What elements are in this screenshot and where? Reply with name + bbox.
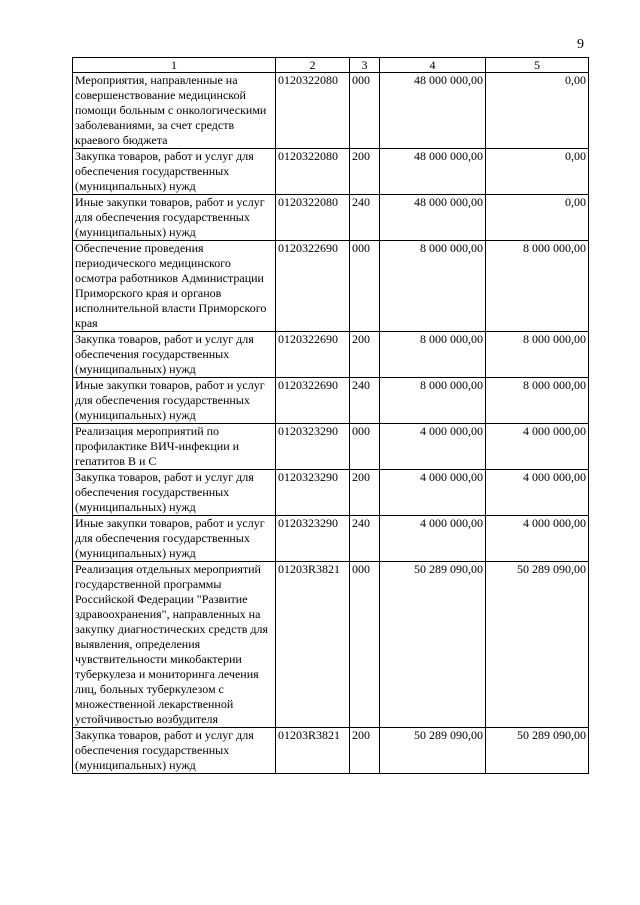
- row-target-code: 0120323290: [276, 516, 350, 562]
- row-name: Закупка товаров, работ и услуг для обеспечения государственных (муниципальных) нужд: [73, 332, 276, 378]
- row-expense-type: 240: [350, 195, 380, 241]
- row-target-code: 0120322080: [276, 149, 350, 195]
- row-target-code: 0120323290: [276, 470, 350, 516]
- row-expense-type: 200: [350, 728, 380, 774]
- row-amount-col5: 4 000 000,00: [486, 516, 589, 562]
- row-amount-col4: 4 000 000,00: [380, 516, 486, 562]
- row-expense-type: 200: [350, 332, 380, 378]
- row-amount-col4: 4 000 000,00: [380, 470, 486, 516]
- row-amount-col5: 4 000 000,00: [486, 470, 589, 516]
- column-header-1: 1: [73, 58, 276, 73]
- row-name: Реализация отдельных мероприятий государственной программы Российской Федерации "Развитие здравоохранения", направленных на закупку диагностических средств для выявления, определения чувствительности микобактерии туберкулеза и мониторинга лечения лиц, больных туберкулезом с множественной лекарственной устойчивостью возбудителя: [73, 562, 276, 728]
- row-expense-type: 200: [350, 149, 380, 195]
- column-header-3: 3: [350, 58, 380, 73]
- row-target-code: 0120322080: [276, 73, 350, 149]
- row-expense-type: 000: [350, 241, 380, 332]
- row-amount-col5: 8 000 000,00: [486, 241, 589, 332]
- row-amount-col4: 48 000 000,00: [380, 149, 486, 195]
- budget-table: [72, 57, 589, 774]
- table-header-row: [73, 58, 589, 73]
- row-amount-col4: 50 289 090,00: [380, 562, 486, 728]
- row-name: Обеспечение проведения периодического медицинского осмотра работников Администрации Приморского края и органов исполнительной власти Приморского края: [73, 241, 276, 332]
- row-name: Закупка товаров, работ и услуг для обеспечения государственных (муниципальных) нужд: [73, 728, 276, 774]
- row-expense-type: 000: [350, 73, 380, 149]
- row-target-code: 01203R3821: [276, 562, 350, 728]
- column-header-2: 2: [276, 58, 350, 73]
- row-target-code: 0120322690: [276, 241, 350, 332]
- row-name: Иные закупки товаров, работ и услуг для обеспечения государственных (муниципальных) нужд: [73, 195, 276, 241]
- table-row: [73, 562, 589, 728]
- table-row: [73, 728, 589, 774]
- column-header-5: 5: [486, 58, 589, 73]
- row-amount-col5: 0,00: [486, 73, 589, 149]
- column-header-4: 4: [380, 58, 486, 73]
- row-amount-col5: 50 289 090,00: [486, 728, 589, 774]
- row-target-code: 0120322080: [276, 195, 350, 241]
- row-name: Реализация мероприятий по профилактике ВИЧ-инфекции и гепатитов В и С: [73, 424, 276, 470]
- row-amount-col4: 48 000 000,00: [380, 73, 486, 149]
- table-row: [73, 332, 589, 378]
- table-row: [73, 195, 589, 241]
- row-expense-type: 240: [350, 378, 380, 424]
- table-row: [73, 73, 589, 149]
- row-amount-col5: 0,00: [486, 195, 589, 241]
- row-expense-type: 000: [350, 562, 380, 728]
- table-row: [73, 470, 589, 516]
- row-expense-type: 200: [350, 470, 380, 516]
- row-amount-col4: 48 000 000,00: [380, 195, 486, 241]
- row-expense-type: 240: [350, 516, 380, 562]
- table-row: [73, 424, 589, 470]
- row-amount-col4: 8 000 000,00: [380, 332, 486, 378]
- row-name: Иные закупки товаров, работ и услуг для обеспечения государственных (муниципальных) нужд: [73, 378, 276, 424]
- table-row: [73, 149, 589, 195]
- table-row: [73, 516, 589, 562]
- page-number: 9: [577, 37, 584, 52]
- row-name: Закупка товаров, работ и услуг для обеспечения государственных (муниципальных) нужд: [73, 149, 276, 195]
- row-target-code: 0120322690: [276, 378, 350, 424]
- row-amount-col5: 50 289 090,00: [486, 562, 589, 728]
- row-target-code: 01203R3821: [276, 728, 350, 774]
- row-name: Мероприятия, направленные на совершенствование медицинской помощи больным с онкологическими заболеваниями, за счет средств краевого бюджета: [73, 73, 276, 149]
- row-amount-col5: 8 000 000,00: [486, 378, 589, 424]
- row-name: Иные закупки товаров, работ и услуг для обеспечения государственных (муниципальных) нужд: [73, 516, 276, 562]
- row-amount-col4: 50 289 090,00: [380, 728, 486, 774]
- row-amount-col4: 8 000 000,00: [380, 241, 486, 332]
- row-amount-col4: 4 000 000,00: [380, 424, 486, 470]
- row-amount-col5: 0,00: [486, 149, 589, 195]
- table-row: [73, 241, 589, 332]
- table-row: [73, 378, 589, 424]
- row-amount-col4: 8 000 000,00: [380, 378, 486, 424]
- row-target-code: 0120322690: [276, 332, 350, 378]
- row-amount-col5: 4 000 000,00: [486, 424, 589, 470]
- row-target-code: 0120323290: [276, 424, 350, 470]
- row-expense-type: 000: [350, 424, 380, 470]
- row-name: Закупка товаров, работ и услуг для обеспечения государственных (муниципальных) нужд: [73, 470, 276, 516]
- row-amount-col5: 8 000 000,00: [486, 332, 589, 378]
